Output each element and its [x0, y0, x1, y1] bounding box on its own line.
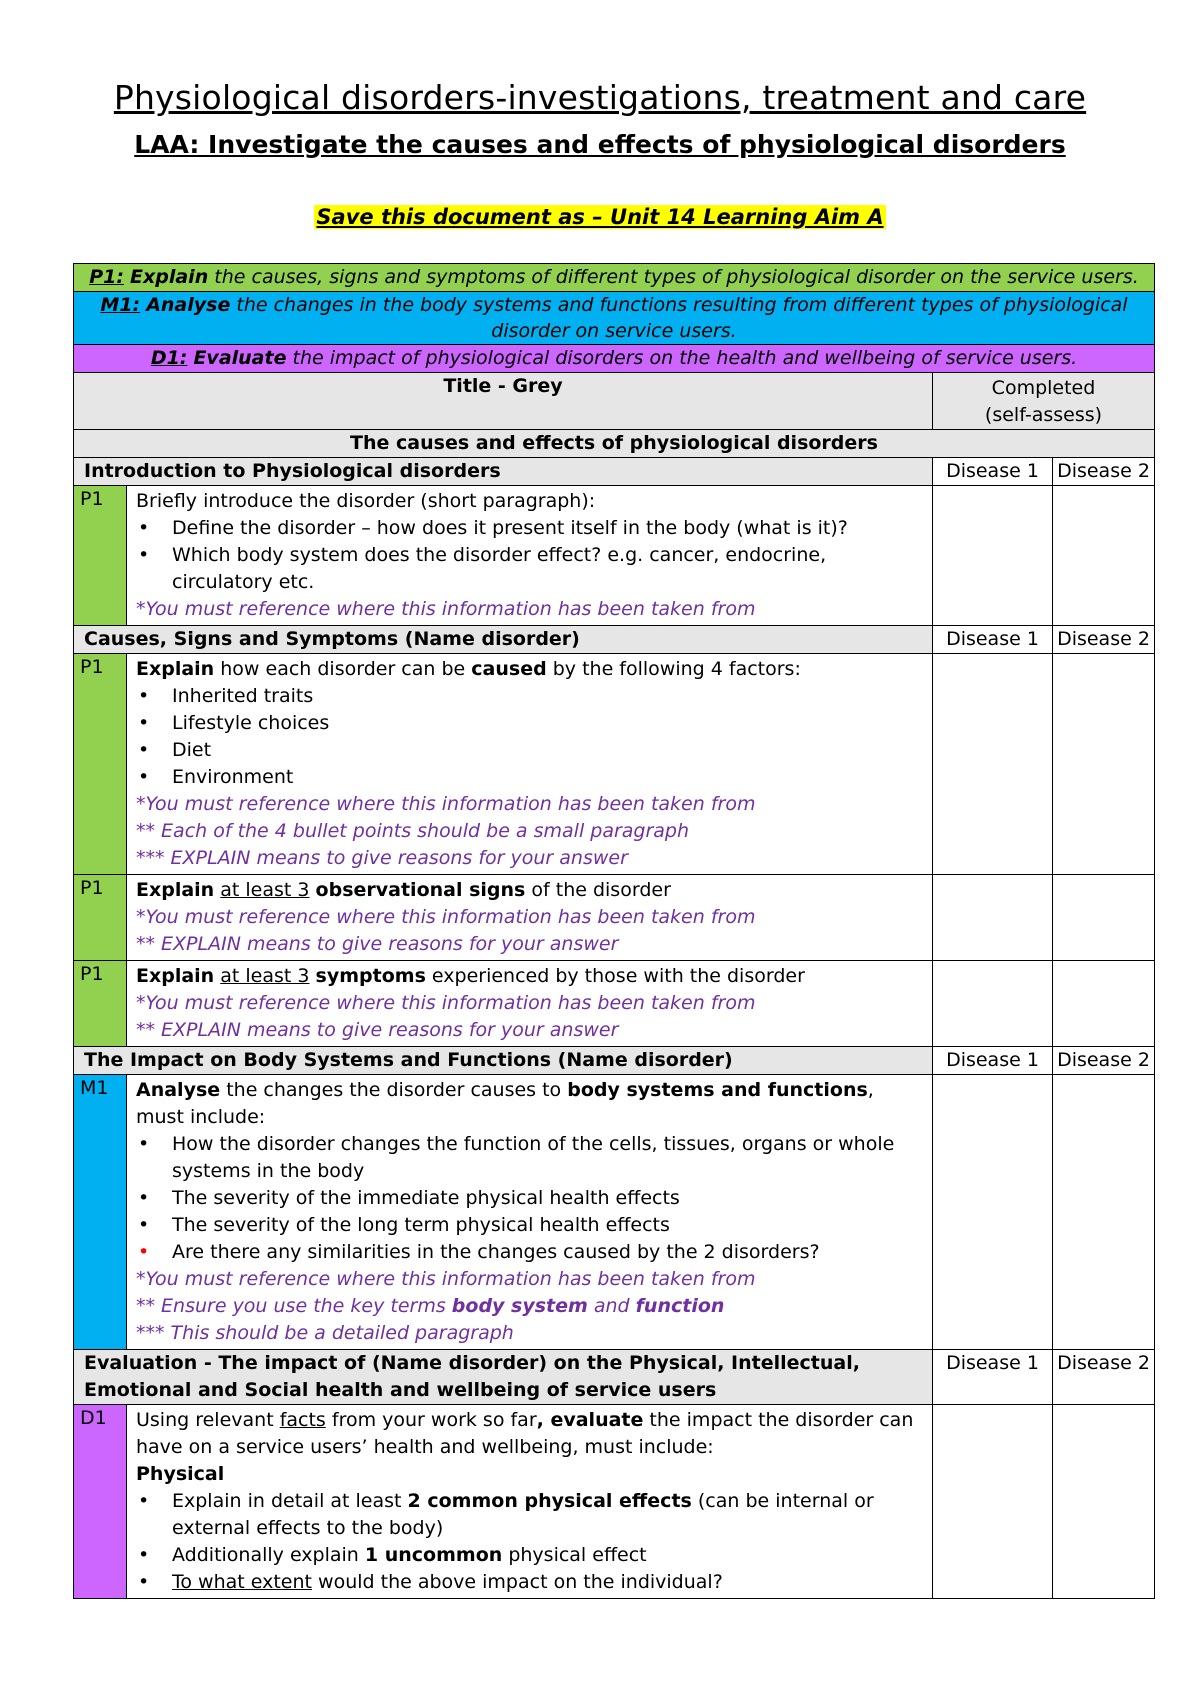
- section-heading: Causes, Signs and Symptoms (Name disorder): [74, 626, 933, 654]
- criterion-verb: Analyse: [146, 294, 231, 316]
- learning-aim-subtitle: LAA: Investigate the causes and effects of physiological disorders: [134, 130, 1066, 159]
- disease-2-header: Disease 2: [1053, 1350, 1155, 1405]
- disease-2-checkbox-cell[interactable]: [1053, 961, 1155, 1047]
- save-instruction: [0, 205, 1200, 229]
- assignment-table: [73, 263, 1155, 1599]
- criterion-m1: [74, 292, 1155, 345]
- list-item: • Lifestyle choices: [172, 710, 924, 737]
- task-description: [127, 486, 933, 626]
- list-item: • Inherited traits: [172, 683, 924, 710]
- theme-heading: The causes and effects of physiological disorders: [74, 430, 1155, 458]
- section-heading: The Impact on Body Systems and Functions (Name disorder): [74, 1047, 933, 1075]
- title-row: [74, 373, 1155, 430]
- task-description: [127, 654, 933, 875]
- list-item: • Define the disorder – how does it present itself in the body (what is it)?: [172, 515, 924, 542]
- section-header-intro: [74, 458, 1155, 486]
- criterion-code: P1:: [89, 266, 124, 288]
- completed-label: Completed: [991, 377, 1096, 399]
- disease-1-header: Disease 1: [933, 1350, 1053, 1405]
- list-item: • Environment: [172, 764, 924, 791]
- task-row-evaluation: [74, 1405, 1155, 1599]
- reference-note: *You must reference where this information has been taken from: [136, 598, 756, 620]
- list-item: • Explain in detail at least 2 common physical effects (can be internal or external effects to the body): [172, 1488, 924, 1542]
- disease-1-checkbox-cell[interactable]: [933, 875, 1053, 961]
- reference-note: *You must reference where this information has been taken from: [136, 1268, 756, 1290]
- criterion-code: D1:: [150, 347, 188, 369]
- criterion-text: the causes, signs and symptoms of different types of physiological disorder on the service users.: [214, 266, 1139, 288]
- task-bullets: [136, 1131, 924, 1266]
- reference-note: *You must reference where this information has been taken from: [136, 793, 756, 815]
- theme-row: [74, 430, 1155, 458]
- document-title: Physiological disorders-investigations, treatment and care: [113, 78, 1087, 117]
- criterion-d1: [74, 345, 1155, 373]
- criterion-code-cell: P1: [74, 961, 127, 1047]
- task-lead: Explain how each disorder can be caused by the following 4 factors:: [136, 658, 801, 680]
- reference-note: *You must reference where this information has been taken from: [136, 906, 756, 928]
- task-lead: Analyse the changes the disorder causes to body systems and functions, must include:: [136, 1079, 874, 1128]
- task-lead: Explain at least 3 observational signs of the disorder: [136, 879, 671, 901]
- criterion-code-cell: P1: [74, 486, 127, 626]
- criterion-p1: [74, 264, 1155, 292]
- disease-2-header: Disease 2: [1053, 1047, 1155, 1075]
- disease-1-checkbox-cell[interactable]: [933, 1405, 1053, 1599]
- guidance-note: ** EXPLAIN means to give reasons for your answer: [136, 933, 619, 955]
- task-bullets: [136, 1488, 924, 1596]
- disease-2-header: Disease 2: [1053, 458, 1155, 486]
- disease-2-checkbox-cell[interactable]: [1053, 654, 1155, 875]
- criterion-row-d1: [74, 345, 1155, 373]
- list-item: • How the disorder changes the function of the cells, tissues, organs or whole systems in the body: [172, 1131, 924, 1185]
- criterion-verb: Explain: [130, 266, 209, 288]
- criterion-row-m1: [74, 292, 1155, 345]
- task-bullets: [136, 515, 924, 596]
- disease-2-checkbox-cell[interactable]: [1053, 1075, 1155, 1350]
- task-description: [127, 961, 933, 1047]
- task-description: [127, 1075, 933, 1350]
- disease-2-checkbox-cell[interactable]: [1053, 486, 1155, 626]
- guidance-note: ** Ensure you use the key terms body system and function: [136, 1295, 725, 1317]
- guidance-note: *** This should be a detailed paragraph: [136, 1322, 514, 1344]
- list-item: • Which body system does the disorder effect? e.g. cancer, endocrine, circulatory etc.: [172, 542, 924, 596]
- task-row-impact: [74, 1075, 1155, 1350]
- reference-note: *You must reference where this information has been taken from: [136, 992, 756, 1014]
- list-item: • Diet: [172, 737, 924, 764]
- disease-1-checkbox-cell[interactable]: [933, 1075, 1053, 1350]
- task-description: [127, 875, 933, 961]
- criterion-text: the changes in the body systems and functions resulting from different types of physiological disorder on service users.: [236, 294, 1128, 342]
- criterion-verb: Evaluate: [193, 347, 287, 369]
- self-assess-label: (self-assess): [984, 404, 1103, 426]
- section-heading: Evaluation - The impact of (Name disorder) on the Physical, Intellectual, Emotional and Social health and wellbeing of service users: [74, 1350, 933, 1405]
- section-header-evaluation: [74, 1350, 1155, 1405]
- list-item: • Are there any similarities in the changes caused by the 2 disorders?: [172, 1239, 924, 1266]
- disease-1-header: Disease 1: [933, 458, 1053, 486]
- list-item: • The severity of the long term physical health effects: [172, 1212, 924, 1239]
- completed-cell: [933, 373, 1155, 430]
- disease-2-checkbox-cell[interactable]: [1053, 1405, 1155, 1599]
- disease-1-checkbox-cell[interactable]: [933, 961, 1053, 1047]
- save-instruction-text: Save this document as – Unit 14 Learning Aim A: [316, 205, 884, 229]
- criterion-code: M1:: [100, 294, 141, 316]
- task-row-intro: [74, 486, 1155, 626]
- title-cell: Title - Grey: [74, 373, 933, 430]
- guidance-note: ** Each of the 4 bullet points should be a small paragraph: [136, 820, 690, 842]
- criterion-code-cell: M1: [74, 1075, 127, 1350]
- criterion-row-p1: [74, 264, 1155, 292]
- section-heading: Introduction to Physiological disorders: [74, 458, 933, 486]
- list-item: • To what extent would the above impact on the individual?: [172, 1569, 924, 1596]
- criterion-code-cell: P1: [74, 654, 127, 875]
- task-lead: Using relevant facts from your work so far, evaluate the impact the disorder can have on a service users’ health and wellbeing, must include:: [136, 1409, 914, 1458]
- section-header-causes: [74, 626, 1155, 654]
- list-item: • The severity of the immediate physical health effects: [172, 1185, 924, 1212]
- disease-1-checkbox-cell[interactable]: [933, 654, 1053, 875]
- section-header-impact: [74, 1047, 1155, 1075]
- task-row-signs: [74, 875, 1155, 961]
- guidance-note: ** EXPLAIN means to give reasons for your answer: [136, 1019, 619, 1041]
- task-description: [127, 1405, 933, 1599]
- disease-1-checkbox-cell[interactable]: [933, 486, 1053, 626]
- task-row-causes: [74, 654, 1155, 875]
- disease-1-header: Disease 1: [933, 1047, 1053, 1075]
- criterion-code-cell: D1: [74, 1405, 127, 1599]
- criterion-text: the impact of physiological disorders on the health and wellbeing of service users.: [292, 347, 1078, 369]
- task-lead: Briefly introduce the disorder (short paragraph):: [136, 490, 596, 512]
- disease-2-checkbox-cell[interactable]: [1053, 875, 1155, 961]
- disease-1-header: Disease 1: [933, 626, 1053, 654]
- task-bullets: [136, 683, 924, 791]
- guidance-note: *** EXPLAIN means to give reasons for your answer: [136, 847, 628, 869]
- task-lead: Explain at least 3 symptoms experienced by those with the disorder: [136, 965, 805, 987]
- task-row-symptoms: [74, 961, 1155, 1047]
- subheading-physical: Physical: [136, 1463, 225, 1485]
- list-item: • Additionally explain 1 uncommon physical effect: [172, 1542, 924, 1569]
- criterion-code-cell: P1: [74, 875, 127, 961]
- disease-2-header: Disease 2: [1053, 626, 1155, 654]
